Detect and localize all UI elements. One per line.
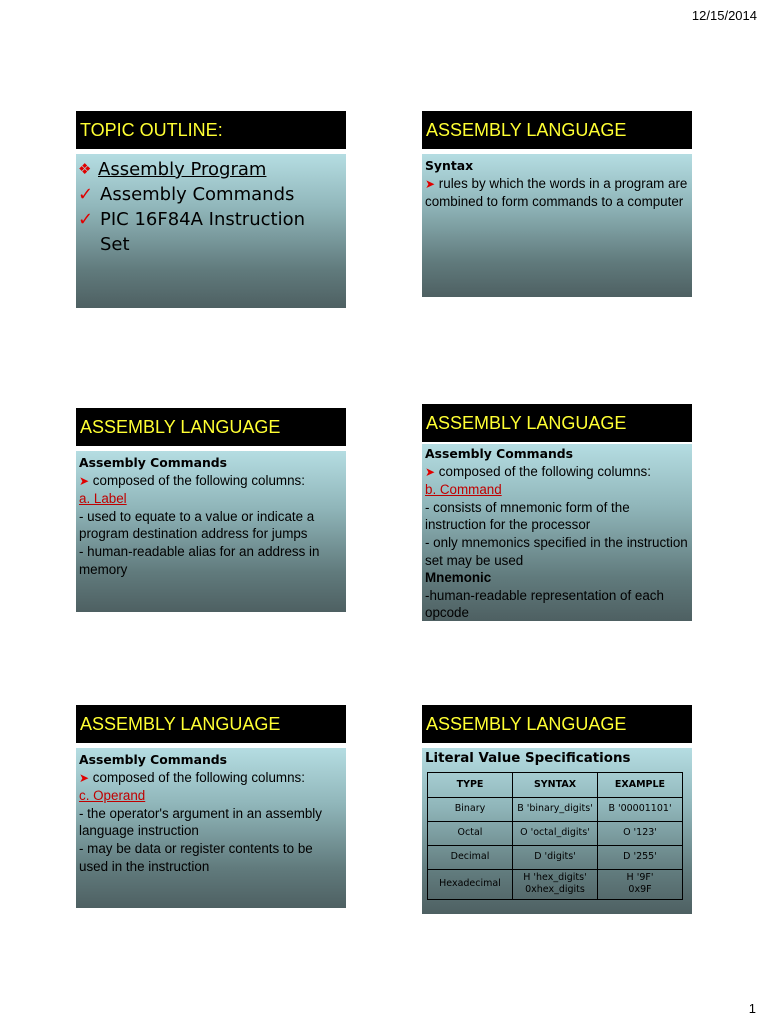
outline-item: [78, 157, 344, 182]
outline-item-text: Set: [100, 234, 130, 255]
bullet-text: ➤ composed of the following columns:: [79, 769, 305, 785]
description-line: - may be data or register contents to be used in the instruction: [79, 840, 313, 874]
description-line: - used to equate to a value or indicate a program destination address for jumps: [79, 508, 315, 542]
table-cell: O 'octal_digits': [513, 821, 598, 845]
arrow-bullet-icon: ➤: [79, 473, 90, 488]
table-row: [428, 821, 683, 845]
diamond-bullet-icon: ❖: [78, 160, 92, 178]
column-label: c. Operand: [79, 788, 146, 804]
slide-title: ASSEMBLY LANGUAGE: [76, 705, 346, 743]
bullet-text: ➤ rules by which the words in a program are combined to form commands to a computer: [425, 175, 688, 210]
outline-item-text: PIC 16F84A Instruction: [100, 209, 305, 230]
slide-title: ASSEMBLY LANGUAGE: [422, 705, 692, 743]
slide-title: TOPIC OUTLINE:: [76, 111, 346, 149]
term-heading: Mnemonic: [425, 570, 492, 586]
table-header-cell: SYNTAX: [513, 772, 598, 797]
checkmark-bullet-icon: ✓: [78, 209, 94, 230]
table-cell: D 'digits': [513, 845, 598, 869]
table-row: [428, 797, 683, 821]
table-cell: D '255': [598, 845, 683, 869]
slide-title: ASSEMBLY LANGUAGE: [422, 111, 692, 149]
table-cell: B '00001101': [598, 797, 683, 821]
page-number: 1: [748, 1001, 756, 1016]
term-description: -human-readable representation of each opcode: [425, 587, 664, 621]
table-header-cell: TYPE: [428, 772, 513, 797]
slide-body: [76, 451, 346, 612]
description-line: - only mnemonics specified in the instruction set may be used: [425, 534, 688, 568]
table-row: [428, 869, 683, 899]
arrow-bullet-icon: ➤: [425, 464, 436, 479]
checkmark-bullet-icon: ✓: [78, 184, 94, 205]
slide-heading: Syntax: [425, 158, 474, 173]
outline-item: [78, 182, 344, 207]
print-date: 12/15/2014: [691, 8, 757, 23]
table-header-cell: EXAMPLE: [598, 772, 683, 797]
slide-heading: Assembly Commands: [79, 455, 228, 470]
slide-heading: Assembly Commands: [425, 446, 574, 461]
table-cell: Octal: [428, 821, 513, 845]
arrow-bullet-icon: ➤: [79, 770, 90, 785]
outline-item-text: Assembly Commands: [100, 184, 295, 205]
table-header-row: [428, 772, 683, 797]
table-row: [428, 845, 683, 869]
table-cell: B 'binary_digits': [513, 797, 598, 821]
outline-item: [78, 207, 344, 232]
description-line: - consists of mnemonic form of the instruction for the processor: [425, 499, 630, 533]
literal-value-table: [427, 772, 683, 900]
table-cell: Binary: [428, 797, 513, 821]
slide-body: [422, 444, 692, 621]
slide-body: [422, 748, 692, 914]
table-cell: H '9F' 0x9F: [598, 869, 683, 899]
outline-item-text: Assembly Program: [98, 159, 267, 180]
slide-body: [76, 748, 346, 908]
slide-body: [76, 154, 346, 308]
table-cell: O '123': [598, 821, 683, 845]
slide-title: ASSEMBLY LANGUAGE: [422, 404, 692, 442]
description-line: - human-readable alias for an address in memory: [79, 543, 320, 577]
column-label: b. Command: [425, 482, 502, 498]
bullet-text: ➤ composed of the following columns:: [425, 463, 651, 479]
table-cell: Hexadecimal: [428, 869, 513, 899]
table-cell: Decimal: [428, 845, 513, 869]
arrow-bullet-icon: ➤: [425, 176, 436, 191]
outline-item-continuation: [78, 232, 344, 257]
description-line: - the operator's argument in an assembly language instruction: [79, 805, 322, 839]
slide-title: ASSEMBLY LANGUAGE: [76, 408, 346, 446]
slide-heading: Literal Value Specifications: [425, 751, 631, 766]
slide-heading: Assembly Commands: [79, 752, 228, 767]
table-cell: H 'hex_digits' 0xhex_digits: [513, 869, 598, 899]
column-label: a. Label: [79, 491, 127, 507]
bullet-text: ➤ composed of the following columns:: [79, 472, 305, 488]
slide-body: [422, 154, 692, 297]
